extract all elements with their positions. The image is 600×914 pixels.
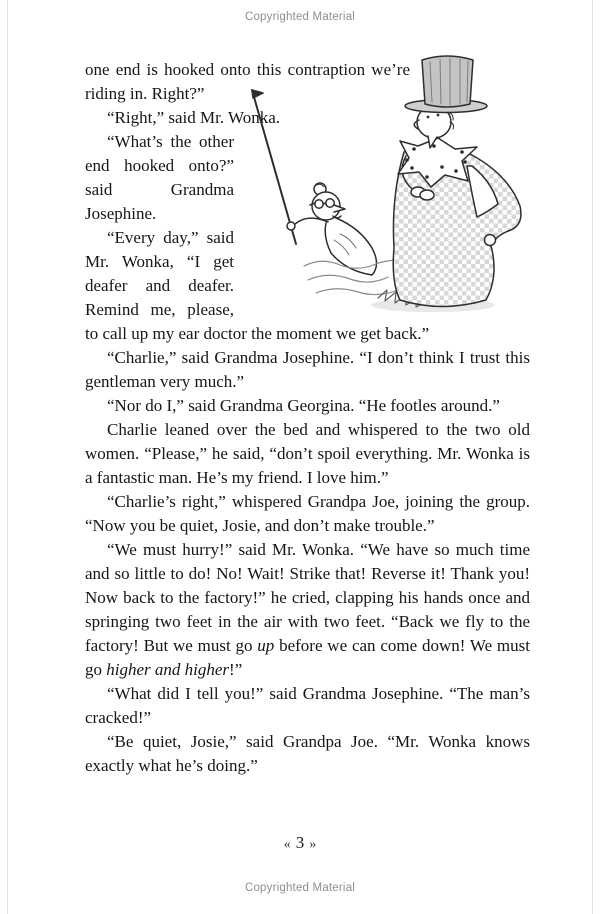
italic-text: higher and higher [106,660,230,679]
text-run: “Be quiet, Josie,” said Grandpa Joe. “Mr. Wonka knows exactly what he’s doing.” [85,732,530,775]
paragraph [85,346,530,394]
paragraph [85,394,530,418]
paragraph [85,730,530,778]
page-number-ornament-left: « [283,837,291,852]
body-text [85,58,530,778]
paragraph [85,418,530,490]
copyright-notice-top: Copyrighted Material [244,11,356,23]
text-run: “Right,” said Mr. Wonka. [107,108,281,127]
illustration-text-wrap [234,58,530,322]
text-run: one end is hooked onto this contraption we’re riding in. Right?” [85,60,410,103]
page-edge-left [7,0,8,914]
copyright-notice-bottom: Copyrighted Material [244,882,356,894]
text-run: “Charlie’s right,” whispered Grandpa Joe, joining the group. “Now you be quiet, Josie, and don’t make trouble.” [85,492,530,535]
paragraph [85,682,530,730]
page-number [0,833,600,853]
text-run: before we can come down! We must go [85,636,530,679]
text-run: “Nor do I,” said Grandma Georgina. “He footles around.” [107,396,500,415]
paragraph [85,490,530,538]
page-number-ornament-right: » [309,837,317,852]
text-run: !” [229,660,243,679]
italic-text: up [257,636,275,655]
text-run: “Every day,” said Mr. Wonka, “I get deafer and deafer. Remind me, please, to call up my ear doctor the moment we get back.” [85,228,430,343]
text-run: “What’s the other end hooked onto?” said Grandma Josephine. [85,132,234,223]
page-edge-right [592,0,593,914]
text-run: “What did I tell you!” said Grandma Josephine. “The man’s cracked!” [85,684,530,727]
page-number-value: 3 [295,833,305,852]
paragraph [85,538,530,682]
text-run: “Charlie,” said Grandma Josephine. “I don’t think I trust this gentleman very much.” [85,348,530,391]
text-run: Charlie leaned over the bed and whispered to the two old women. “Please,” he said, “don’t spoil everything. Mr. Wonka is a fantastic man. He’s my friend. I love him.” [85,420,530,487]
text-run: “We must hurry!” said Mr. Wonka. “We have so much time and so little to do! No! Wait! Strike that! Reverse it! Thank you! Now back to the factory!” he cried, clapping his hands once and springing two feet in the air with two feet. “Back we fly to the factory! But we must go [85,540,530,655]
